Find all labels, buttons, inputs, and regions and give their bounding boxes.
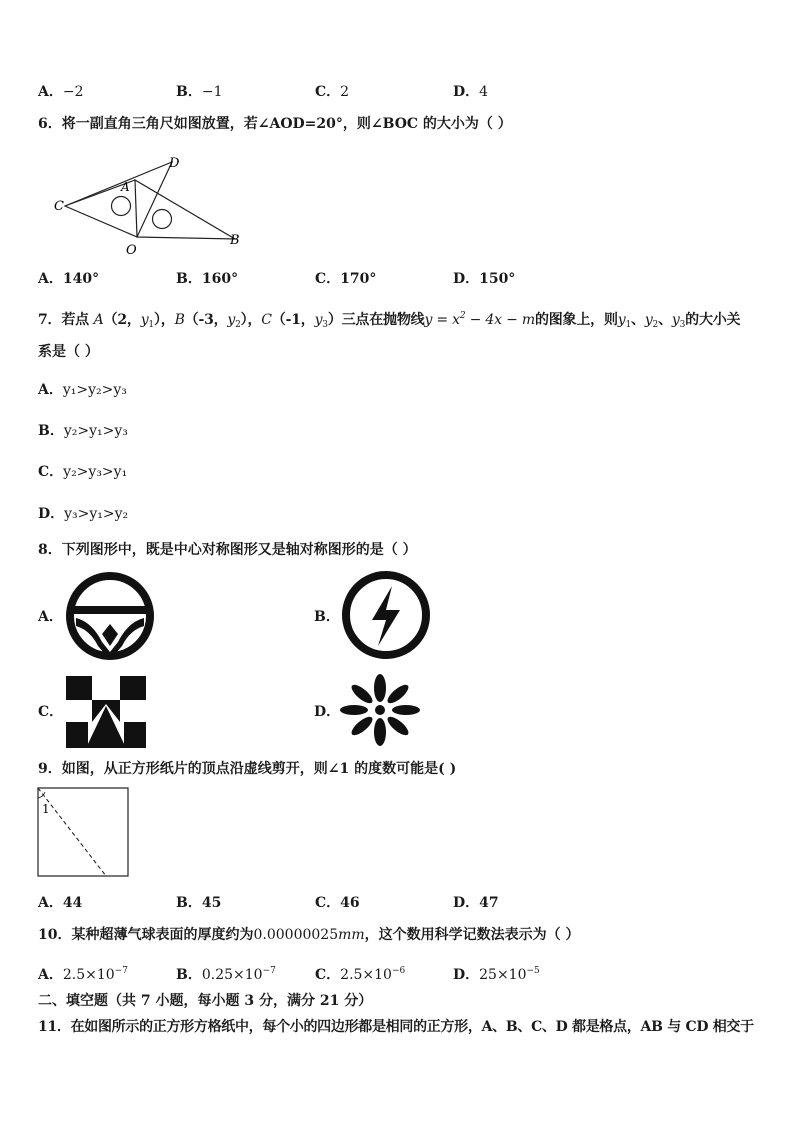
q7-option-b: B．y₂>y₁>y₃ xyxy=(38,423,128,439)
label-d: D xyxy=(169,156,180,171)
q6-triangle-figure xyxy=(50,150,250,258)
q10-option-d: D．$25\times 10^{-5}$ xyxy=(453,966,540,983)
parabola-equation: $y = x^2 - 4x - m$ xyxy=(424,311,535,328)
q11-stem: 11．在如图所示的正方形方格纸中，每个小的四边形都是相同的正方形，A、B、C、D 都是格点，AB 与 CD 相交于 xyxy=(38,1019,754,1035)
label-a: A xyxy=(121,180,130,194)
q9-square-figure xyxy=(36,786,132,880)
paper-square xyxy=(38,788,128,876)
q10-option-c: C．$2.5\times 10^{-6}$ xyxy=(315,966,406,983)
q7-stem-line2: 系是（ ） xyxy=(38,344,99,360)
label-c: C xyxy=(54,199,64,214)
q8-option-c-label: C． xyxy=(38,704,64,720)
q5-option-c: C．2 xyxy=(315,84,350,100)
q10-option-b: B．$0.25\times 10^{-7}$ xyxy=(176,966,276,983)
q5-option-b: B．−1 xyxy=(176,84,223,100)
q6-option-a: A．140° xyxy=(38,271,100,287)
q7-stem-line1: 7．若点 A（2，$y_1$），B（-3，$y_2$），C（-1，$y_3$）三点在抛物线$y = x^2 - 4x - m$的图象上，则$y_1$、$y_2$、$y_3$的大小关 xyxy=(38,311,741,330)
q9-option-b: B．45 xyxy=(176,895,222,911)
q6-option-b: B．160° xyxy=(176,271,239,287)
q5-option-d: D．4 xyxy=(453,84,489,100)
checker-triangle-icon xyxy=(64,674,148,750)
label-b: B xyxy=(230,233,240,248)
q7-option-a: A．y₁>y₂>y₃ xyxy=(38,382,127,398)
lightning-icon xyxy=(338,566,434,664)
q9-option-c: C．46 xyxy=(315,895,360,911)
section-heading: 二、填空题（共 7 小题，每小题 3 分，满分 21 分） xyxy=(38,993,373,1009)
inner-circle-right xyxy=(153,210,172,229)
q8-option-b-label: B． xyxy=(314,609,340,625)
q6-stem: 6．将一副直角三角尺如图放置，若∠AOD=20°，则∠BOC 的大小为（ ） xyxy=(38,116,512,132)
q8-option-a-label: A． xyxy=(38,609,63,625)
q10-option-a: A．$2.5\times 10^{-7}$ xyxy=(38,966,128,983)
q10-stem: 10．某种超薄气球表面的厚度约为0.00000025mm，这个数用科学记数法表示为（ ） xyxy=(38,927,580,943)
q8-stem: 8．下列图形中，既是中心对称图形又是轴对称图形的是（ ） xyxy=(38,542,417,558)
q6-option-c: C．170° xyxy=(315,271,377,287)
angle-1-label: 1 xyxy=(42,802,50,816)
label-o: O xyxy=(126,243,137,258)
q8-option-d-label: D． xyxy=(314,704,341,720)
q5-option-a: A．−2 xyxy=(38,84,84,100)
q6-option-d: D．150° xyxy=(453,271,516,287)
inner-circle-left xyxy=(112,197,131,216)
flower-icon xyxy=(338,672,422,748)
q9-stem: 9．如图，从正方形纸片的顶点沿虚线剪开，则∠1 的度数可能是( ) xyxy=(38,761,457,777)
q7-option-d: D．y₃>y₁>y₂ xyxy=(38,506,129,522)
q9-option-d: D．47 xyxy=(453,895,499,911)
symbol-a-icon xyxy=(62,568,158,664)
q7-option-c: C．y₂>y₃>y₁ xyxy=(38,464,128,480)
q9-option-a: A．44 xyxy=(38,895,83,911)
